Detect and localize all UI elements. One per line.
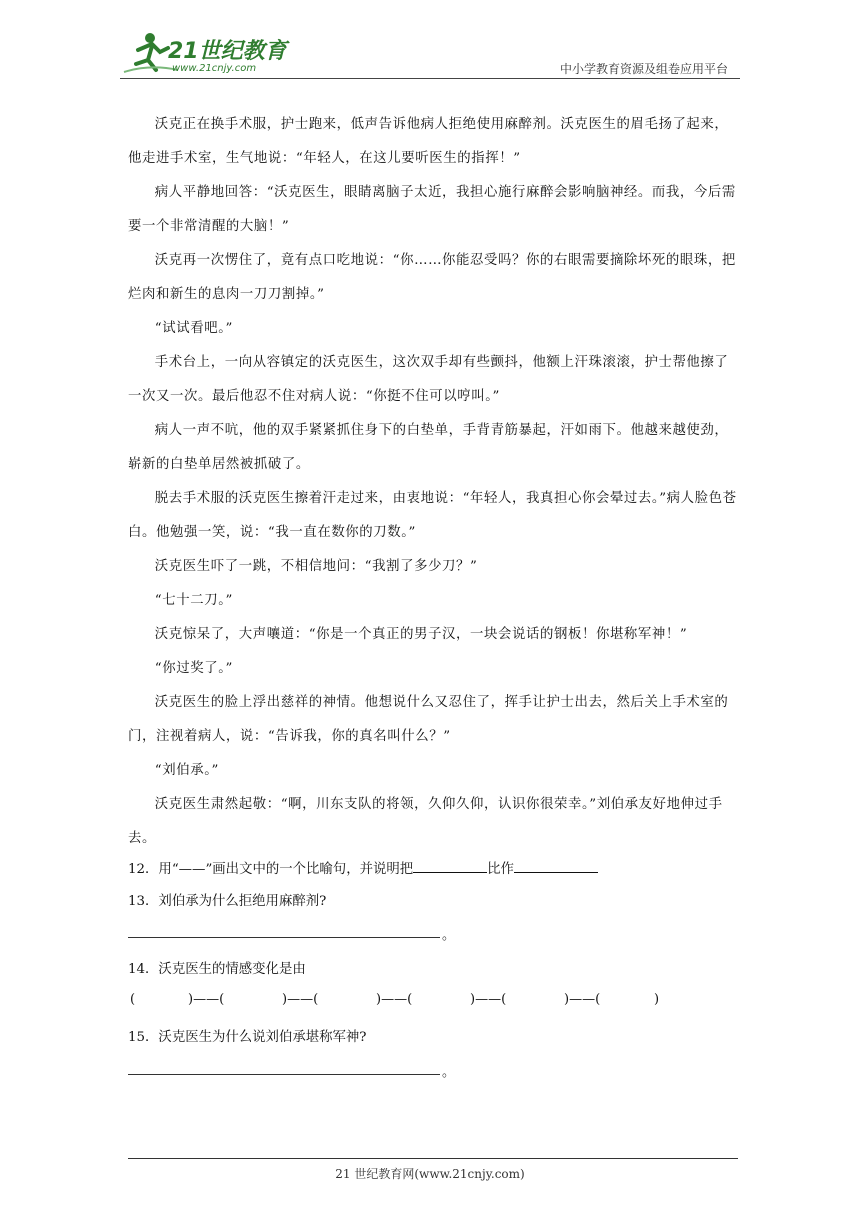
site-name: 中小学教育资源及组卷应用平台 (559, 62, 728, 76)
logo-text: 21世纪教育 (168, 39, 287, 64)
paren: )——( (188, 992, 225, 1007)
passage-paragraph: 手术台上，一向从容镇定的沃克医生，这次双手却有些颤抖，他额上汗珠滚滚，护士帮他擦了一次又一次。最后他忍不住对病人说：“你挺不住可以哼叫。” (128, 355, 729, 404)
question-13: 13．刘伯承为什么拒绝用麻醉剂? (128, 894, 327, 909)
site-logo[interactable] (120, 30, 320, 78)
answer-line[interactable] (128, 1074, 440, 1075)
page-header (120, 30, 740, 78)
passage-paragraph: 病人平静地回答：“沃克医生，眼睛离脑子太近，我担心施行麻醉会影响脑神经。而我，今后需要一个非常清醒的大脑！” (128, 185, 736, 234)
question-14: 14．沃克医生的情感变化是由 (128, 962, 306, 977)
logo-url: www.21cnjy.com (172, 63, 257, 74)
passage-paragraph: 沃克再一次愣住了，竟有点口吃地说：“你……你能忍受吗？你的右眼需要摘除坏死的眼珠，把烂肉和新生的息肉一刀刀割掉。” (128, 253, 736, 302)
paren: )——( (282, 992, 319, 1007)
passage-paragraph: 沃克医生的脸上浮出慈祥的神情。他想说什么又忍住了，挥手让护士出去，然后关上手术室的门，注视着病人，说：“告诉我，你的真名叫什么？” (128, 695, 729, 744)
question-12-text: 12．用“——”画出文中的一个比喻句，并说明把 (128, 862, 414, 877)
passage-paragraph: 脱去手术服的沃克医生擦着汗走过来，由衷地说：“年轻人，我真担心你会晕过去。”病人脸色苍白。他勉强一笑，说：“我一直在数你的刀数。” (128, 491, 737, 540)
reading-passage (128, 108, 738, 856)
footer-text: 21 世纪教育网(www.21cnjy.com) (335, 1167, 525, 1181)
emotion-sequence (128, 992, 688, 1012)
paren: )——( (564, 992, 601, 1007)
passage-paragraph: 沃克医生肃然起敬：“啊，川东支队的将领，久仰久仰，认识你很荣幸。”刘伯承友好地伸过手去。 (128, 797, 723, 846)
answer-line[interactable] (128, 937, 440, 938)
passage-paragraph: 沃克正在换手术服，护士跑来，低声告诉他病人拒绝使用麻醉剂。沃克医生的眉毛扬了起来，他走进手术室，生气地说：“年轻人，在这儿要听医生的指挥！” (128, 117, 729, 166)
answer-period: 。 (442, 928, 456, 943)
question-12-text-2: 比作 (487, 862, 514, 877)
passage-paragraph: “七十二刀。” (154, 593, 233, 608)
answer-period: 。 (442, 1065, 456, 1080)
paren: ( (130, 992, 136, 1007)
header-divider (120, 78, 740, 79)
passage-paragraph: 病人一声不吭，他的双手紧紧抓住身下的白垫单，手背青筋暴起，汗如雨下。他越来越使劲，崭新的白垫单居然被抓破了。 (128, 423, 729, 472)
passage-paragraph: 沃克医生吓了一跳，不相信地问：“我割了多少刀？” (154, 559, 478, 574)
passage-paragraph: “你过奖了。” (154, 661, 233, 676)
passage-paragraph: “刘伯承。” (154, 763, 219, 778)
paren: ) (654, 992, 660, 1007)
passage-paragraph: 沃克惊呆了，大声嚷道：“你是一个真正的男子汉，一块会说话的钢板！你堪称军神！” (154, 627, 688, 642)
question-12 (128, 858, 598, 877)
passage-paragraph: “试试看吧。” (154, 321, 233, 336)
answer-blank[interactable] (514, 860, 598, 873)
footer-divider (128, 1158, 738, 1159)
question-15: 15．沃克医生为什么说刘伯承堪称军神? (128, 1030, 367, 1045)
paren: )——( (376, 992, 413, 1007)
paren: )——( (470, 992, 507, 1007)
answer-blank[interactable] (413, 860, 487, 873)
